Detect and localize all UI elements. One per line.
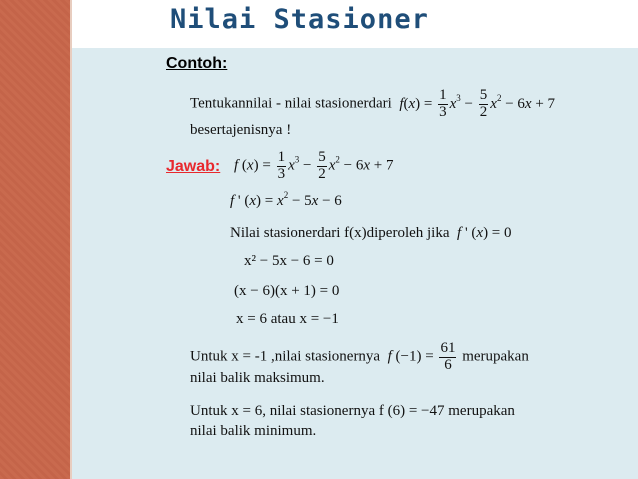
case-1-numerator: 61 — [440, 340, 456, 356]
function-line: f (x) = $\frac{1}{3}$ $x^3$ − $\frac{5}{2}$ $x^2 - 6x + 7$ — [234, 149, 394, 182]
problem-line-1 — [190, 88, 555, 121]
case-2-line-1: Untuk x = 6, nilai stasionernya f (6) = −47 merupakan — [190, 403, 515, 419]
stationary-condition: Nilai stasionerdari f(x)diperoleh jika f ' (x) = 0 — [230, 225, 512, 241]
solution-connector: atau — [270, 311, 296, 327]
slide-title: Nilai Stasioner — [170, 4, 429, 35]
example-label: Contoh: — [166, 55, 228, 72]
solutions-line — [236, 311, 339, 328]
answer-label: Jawab: — [166, 158, 221, 175]
case-1-line-1: Untuk x = -1 ,nilai stasionernya f (−1) = $\frac{61}{6}$ merupakan — [190, 340, 529, 373]
solution-b: x = −1 — [299, 311, 339, 327]
function-definition: f(x) = $\frac{1}{3}$ $x^3$ − $\frac{5}{2}$ $x^2 - 6x + 7$ — [399, 87, 556, 120]
problem-line-2: besertajenisnya ! — [190, 122, 292, 138]
case-2-line-2: nilai balik minimum. — [190, 423, 317, 439]
solution-a: x = 6 — [236, 311, 267, 327]
decorative-left-band — [0, 0, 70, 479]
case-1-text: Untuk x = -1 ,nilai stasionernya — [190, 348, 381, 365]
case-1-denominator: 6 — [444, 356, 452, 373]
case-1-end: merupakan — [462, 348, 529, 365]
case-1-line-2: nilai balik maksimum. — [190, 370, 325, 386]
problem-text: Tentukannilai - nilai stasionerdari — [190, 95, 392, 112]
quadratic-equation: x² − 5x − 6 = 0 — [244, 253, 334, 269]
stationary-condition-text: Nilai stasionerdari f(x)diperoleh jika — [230, 225, 450, 241]
factored-equation: (x − 6)(x + 1) = 0 — [234, 283, 340, 299]
derivative-line: f ' $(x) = x^2 - 5x - 6$ — [230, 190, 342, 209]
